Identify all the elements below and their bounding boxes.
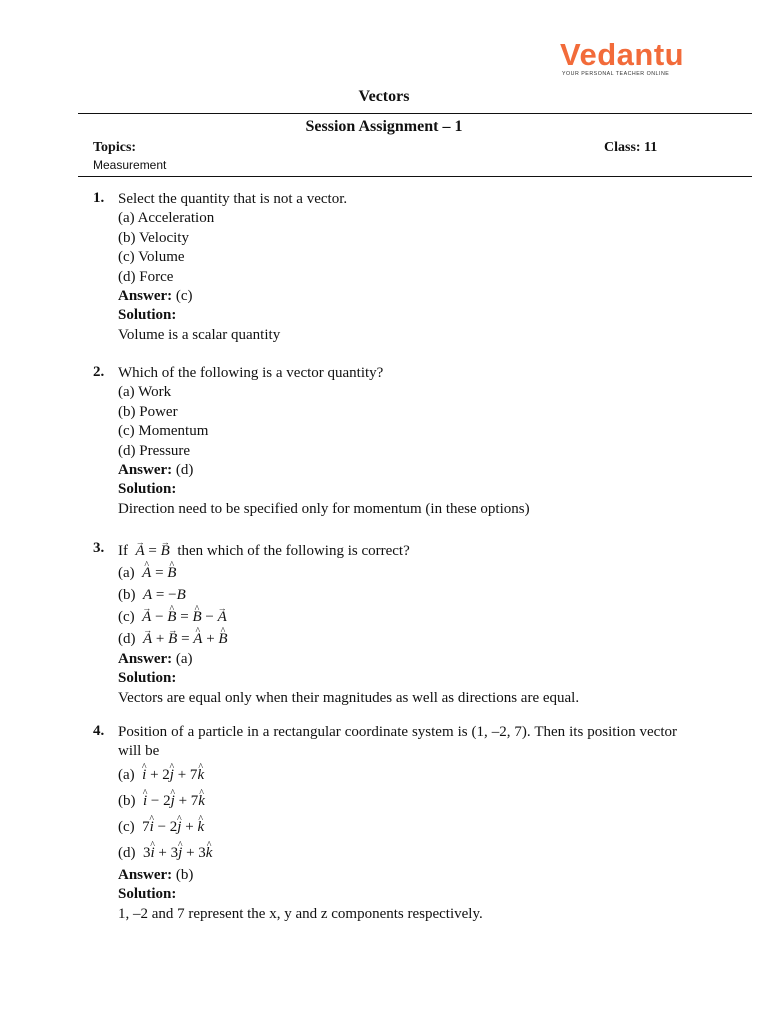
document-title: Vectors <box>358 88 410 105</box>
option-label: (b) <box>118 792 136 809</box>
question-text-suffix: then which of the following is correct? <box>177 543 410 559</box>
session-title: Session Assignment – 1 <box>305 118 463 135</box>
solution-text: Volume is a scalar quantity <box>118 326 281 343</box>
option-label: (c) <box>118 818 135 835</box>
question-text: Which of the following is a vector quantity? <box>118 365 384 381</box>
question-number: 1. <box>93 190 105 206</box>
answer-value: (a) <box>172 651 193 667</box>
question-text-prefix: If <box>118 543 128 559</box>
answer-line <box>118 650 677 669</box>
question-text: Select the quantity that is not a vector. <box>118 191 348 207</box>
topics-label: Topics: <box>93 140 137 155</box>
question-number: 4. <box>93 723 105 739</box>
option-d: (d) Force <box>118 268 174 285</box>
option-label: (c) <box>118 609 135 625</box>
header-rule-top <box>78 113 752 114</box>
option-c: (c) → A − ^ B = ^ B − → A <box>118 606 677 628</box>
option-c: (c) Volume <box>118 249 185 266</box>
option-label: (a) <box>118 766 135 783</box>
option-a: (a) Work <box>118 384 172 401</box>
option-b: (b) Velocity <box>118 229 189 246</box>
option-b: (b) Power <box>118 403 178 420</box>
option-label: (b) <box>118 587 136 603</box>
option-label: (a) <box>118 565 135 581</box>
answer-label: Answer: <box>118 288 173 305</box>
question-2 <box>93 364 677 519</box>
answer-value: (c) <box>172 288 193 305</box>
solution-label: Solution: <box>118 886 177 903</box>
answer-label: Answer: <box>118 866 173 883</box>
solution-label: Solution: <box>118 481 177 498</box>
option-b: (b) A = −B <box>118 587 186 603</box>
solution-text: 1, –2 and 7 represent the x, y and z components respectively. <box>118 905 483 922</box>
option-label: (d) <box>118 631 136 647</box>
solution-label: Solution: <box>118 307 177 324</box>
topic-value: Measurement <box>93 158 167 172</box>
answer-value: (d) <box>172 462 194 479</box>
class-label: Class: 11 <box>604 140 658 155</box>
answer-line <box>118 461 677 480</box>
answer-label: Answer: <box>118 462 173 479</box>
question-text: If → A = → B then which of the following is correct? <box>118 540 677 562</box>
question-number: 2. <box>93 364 105 380</box>
answer-line <box>118 866 677 885</box>
option-a: (a) ^ A = ^ B <box>118 562 677 584</box>
question-number: 3. <box>93 540 105 556</box>
option-d: (d) Pressure <box>118 442 191 459</box>
question-1 <box>93 190 677 345</box>
solution-text: Direction need to be specified only for momentum (in these options) <box>118 500 530 517</box>
option-a: (a) Acceleration <box>118 210 215 227</box>
option-b: (b) ^ i − 2^ j + 7^ k <box>118 788 677 814</box>
vedantu-logo <box>560 37 685 82</box>
answer-label: Answer: <box>118 651 173 667</box>
question-4 <box>93 723 677 924</box>
solution-label: Solution: <box>118 670 177 687</box>
solution-text: Vectors are equal only when their magnitudes as well as directions are equal. <box>118 689 580 706</box>
logo-tagline: YOUR PERSONAL TEACHER ONLINE <box>562 71 670 77</box>
option-label: (d) <box>118 844 136 861</box>
question-3 <box>93 540 677 708</box>
option-c: (c) 7^ i − 2^ j + ^ k <box>118 814 677 840</box>
answer-line <box>118 287 677 306</box>
header-rule-bottom <box>78 176 752 177</box>
question-text: Position of a particle in a rectangular coordinate system is (1, –2, 7). Then its position vector will be <box>118 724 677 760</box>
logo-wordmark: Vedantu <box>560 37 685 72</box>
option-d: (d) 3^ i + 3^ j + 3^ k <box>118 840 677 866</box>
option-d: (d) → A + → B = ^ A + ^ B <box>118 628 677 650</box>
answer-value: (b) <box>172 866 194 883</box>
option-a: (a) ^ i + 2^ j + 7^ k <box>118 762 677 788</box>
option-c: (c) Momentum <box>118 423 209 440</box>
